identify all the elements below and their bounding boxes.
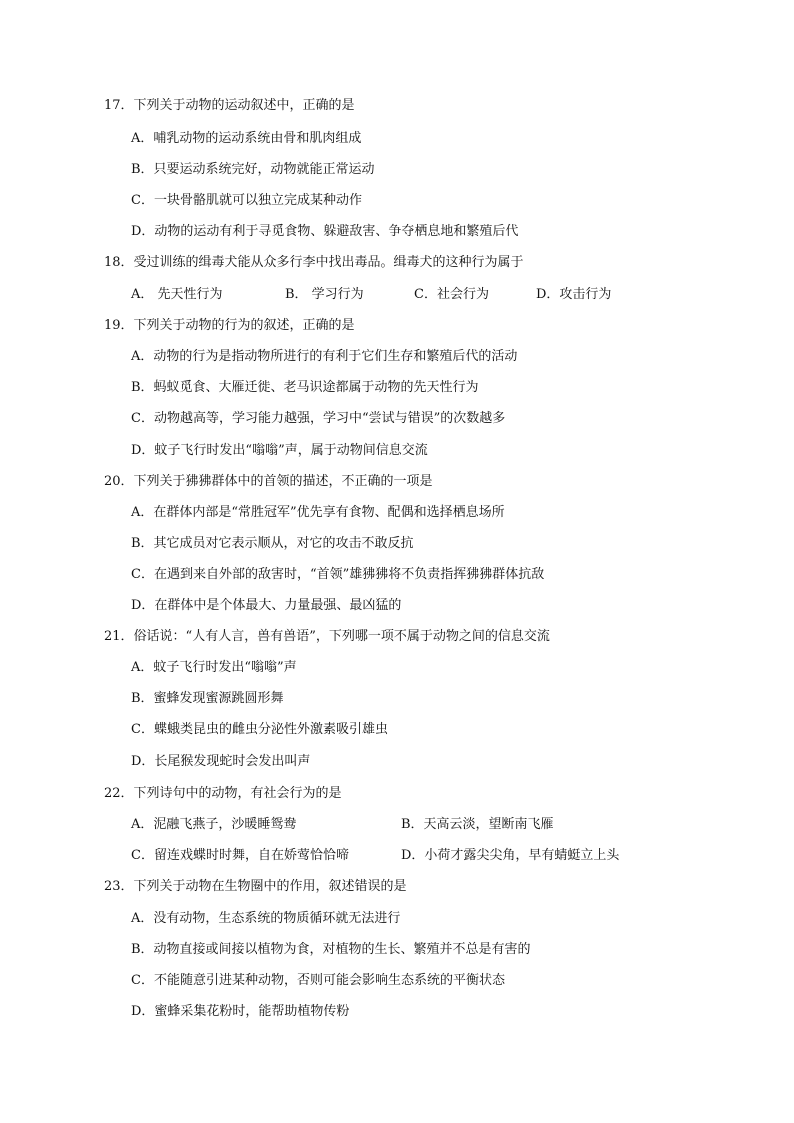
option-a: A．没有动物，生态系统的物质循环就无法进行 (131, 911, 401, 926)
option-d: D．小荷才露尖尖角，早有蜻蜓立上头 (401, 848, 620, 863)
option-b: B． 学习行为 (285, 287, 364, 302)
option-c: C．留连戏蝶时时舞，自在娇莺恰恰啼 (131, 848, 349, 863)
option-c: C．蝶蛾类昆虫的雌虫分泌性外激素吸引雄虫 (131, 722, 388, 737)
option-c: C．动物越高等，学习能力越强，学习中“尝试与错误”的次数越多 (131, 411, 506, 426)
option-d: D．在群体中是个体最大、力量最强、最凶猛的 (131, 598, 402, 613)
option-a: A．动物的行为是指动物所进行的有利于它们生存和繁殖后代的活动 (131, 349, 518, 364)
option-a: A．在群体内部是“常胜冠军”优先享有食物、配偶和选择栖息场所 (131, 505, 505, 520)
option-b: B．其它成员对它表示顺从，对它的攻击不敢反抗 (131, 536, 414, 551)
question-stem: 23．下列关于动物在生物圈中的作用，叙述错误的是 (104, 879, 407, 894)
option-c: C．在遇到来自外部的敌害时，“首领”雄狒狒将不负责指挥狒狒群体抗敌 (131, 567, 545, 582)
option-a: A．蚊子飞行时发出“嗡嗡”声 (131, 660, 297, 675)
question-stem: 20．下列关于狒狒群体中的首领的描述，不正确的一项是 (104, 474, 433, 489)
option-d: D．动物的运动有利于寻觅食物、躲避敌害、争夺栖息地和繁殖后代 (131, 224, 519, 239)
question-stem: 22．下列诗句中的动物，有社会行为的是 (104, 786, 342, 801)
option-c: C．一块骨骼肌就可以独立完成某种动作 (131, 193, 362, 208)
option-b: B．动物直接或间接以植物为食，对植物的生长、繁殖并不总是有害的 (131, 942, 531, 957)
option-d: D．蚊子飞行时发出“嗡嗡”声，属于动物间信息交流 (131, 443, 428, 458)
option-a: A． 先天性行为 (131, 287, 223, 302)
option-b: B．蜜蜂发现蜜源跳圆形舞 (131, 691, 284, 706)
question-stem: 21．俗话说：“人有人言，兽有兽语”，下列哪一项不属于动物之间的信息交流 (104, 629, 550, 644)
option-b: B．蚂蚁觅食、大雁迁徙、老马识途都属于动物的先天性行为 (131, 380, 479, 395)
question-stem: 19．下列关于动物的行为的叙述，正确的是 (104, 318, 355, 333)
option-b: B．只要运动系统完好，动物就能正常运动 (131, 162, 375, 177)
question-stem: 18．受过训练的缉毒犬能从众多行李中找出毒品。缉毒犬的这种行为属于 (104, 255, 524, 270)
option-a: A．哺乳动物的运动系统由骨和肌肉组成 (131, 131, 362, 146)
question-stem: 17．下列关于动物的运动叙述中，正确的是 (104, 98, 355, 113)
option-a: A．泥融飞燕子，沙暖睡鸳鸯 (131, 817, 297, 832)
option-c: C．不能随意引进某种动物，否则可能会影响生态系统的平衡状态 (131, 973, 505, 988)
option-c: C．社会行为 (414, 287, 489, 302)
option-d: D．攻击行为 (536, 287, 612, 302)
option-b: B．天高云淡，望断南飞雁 (401, 817, 554, 832)
option-d: D．蜜蜂采集花粉时，能帮助植物传粉 (131, 1004, 350, 1019)
option-d: D．长尾猴发现蛇时会发出叫声 (131, 754, 311, 769)
